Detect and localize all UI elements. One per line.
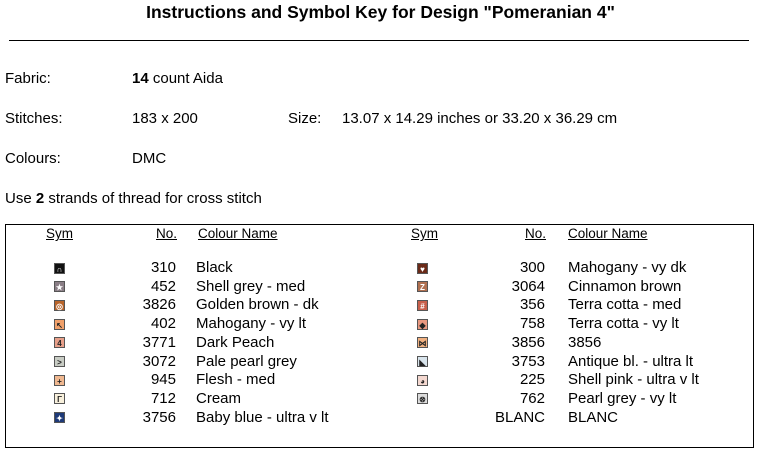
dmc-number: BLANC: [494, 408, 545, 426]
colour-name: Shell pink - ultra v lt: [568, 371, 699, 389]
key-row-right: [0, 315, 761, 334]
size-value: 13.07 x 14.29 inches or 33.20 x 36.29 cm: [342, 110, 618, 127]
symbol-swatch-icon: +: [54, 375, 65, 386]
symbol-swatch-icon: #: [417, 300, 428, 311]
key-row-right: [0, 409, 761, 428]
key-row-right: [0, 371, 761, 390]
header-sym-right: Sym: [411, 226, 438, 241]
colour-name: Cinnamon brown: [568, 277, 682, 295]
colour-name: Flesh - med: [196, 371, 276, 389]
key-row-right: [0, 353, 761, 372]
strands-instruction: [5, 190, 262, 208]
dmc-number: 3826: [142, 296, 176, 314]
colour-name: Terra cotta - vy lt: [568, 315, 679, 333]
header-no-left: No.: [156, 226, 178, 241]
colour-name: Dark Peach: [196, 333, 275, 351]
strands-count: 2: [35, 190, 45, 207]
header-sym-left: Sym: [46, 226, 73, 241]
colour-name: BLANC: [568, 408, 619, 426]
fabric-label: Fabric:: [5, 70, 51, 87]
colour-name: Black: [196, 259, 233, 276]
dmc-number: 3072: [142, 352, 176, 370]
dmc-number: 452: [150, 277, 176, 295]
dmc-number: 3756: [142, 408, 176, 426]
symbol-swatch-icon: 4: [54, 337, 65, 348]
dmc-number: 3856: [511, 333, 545, 351]
symbol-swatch-icon: ◕: [417, 375, 428, 386]
dmc-number: 945: [150, 371, 176, 389]
dmc-number: 758: [519, 315, 545, 333]
key-row-right: [0, 334, 761, 353]
colour-name: Pale pearl grey: [196, 352, 297, 370]
dmc-number: 300: [519, 259, 545, 276]
page-title: Instructions and Symbol Key for Design "Pomeranian 4": [146, 2, 615, 22]
colour-name: Mahogany - vy lt: [196, 315, 307, 333]
dmc-number: 3771: [142, 333, 176, 351]
stitches-value: 183 x 200: [132, 110, 198, 127]
symbol-swatch-icon: ♥: [417, 263, 428, 274]
colours-value: DMC: [132, 150, 167, 167]
colours-label: Colours:: [5, 150, 61, 167]
colour-name: Shell grey - med: [196, 277, 306, 295]
symbol-swatch-icon: ◎: [54, 300, 65, 311]
colour-name: Baby blue - ultra v lt: [196, 408, 329, 426]
key-row-right: [0, 278, 761, 297]
fabric-value: [132, 70, 223, 88]
dmc-number: 310: [150, 259, 176, 276]
symbol-swatch-icon: ◣: [417, 356, 428, 367]
symbol-swatch-icon: ∩: [54, 263, 65, 274]
symbol-swatch-icon: >: [54, 356, 65, 367]
dmc-number: 402: [150, 315, 176, 333]
dmc-number: 225: [519, 371, 545, 389]
symbol-swatch-icon: ↖: [54, 319, 65, 330]
title-rule: [9, 40, 749, 41]
fabric-count: 14: [132, 70, 149, 87]
dmc-number: 356: [519, 296, 545, 314]
strands-pre: Use: [5, 190, 32, 207]
stitches-label: Stitches:: [5, 110, 63, 127]
header-name-left: Colour Name: [198, 226, 278, 241]
dmc-number: 3064: [511, 277, 545, 295]
colour-name: Golden brown - dk: [196, 296, 319, 314]
colour-name: Cream: [196, 389, 242, 407]
key-row-right: [0, 390, 761, 409]
colour-name: Mahogany - vy dk: [568, 259, 687, 276]
header-name-right: Colour Name: [568, 226, 648, 241]
key-row-right: [0, 259, 761, 278]
symbol-swatch-icon: ⊗: [417, 393, 428, 404]
symbol-swatch-icon: [417, 412, 428, 423]
colour-name: Terra cotta - med: [568, 296, 682, 314]
header-no-right: No.: [525, 226, 547, 241]
key-row-right: [0, 296, 761, 315]
colour-name: Pearl grey - vy lt: [568, 389, 677, 407]
symbol-swatch-icon: Z: [417, 281, 428, 292]
symbol-swatch-icon: ⋈: [418, 339, 427, 349]
strands-post: strands of thread for cross stitch: [48, 190, 262, 207]
symbol-swatch-icon: ◆: [417, 319, 428, 330]
colour-name: 3856: [568, 333, 602, 351]
dmc-number: 712: [150, 389, 176, 407]
dmc-number: 762: [519, 389, 545, 407]
dmc-number: 3753: [511, 352, 545, 370]
symbol-swatch-icon: ✦: [54, 412, 65, 423]
fabric-type: count Aida: [152, 70, 223, 87]
size-label: Size:: [288, 110, 322, 127]
symbol-swatch-icon: Γ: [54, 393, 65, 404]
colour-name: Antique bl. - ultra lt: [568, 352, 694, 370]
symbol-swatch-icon: ★: [55, 283, 64, 293]
